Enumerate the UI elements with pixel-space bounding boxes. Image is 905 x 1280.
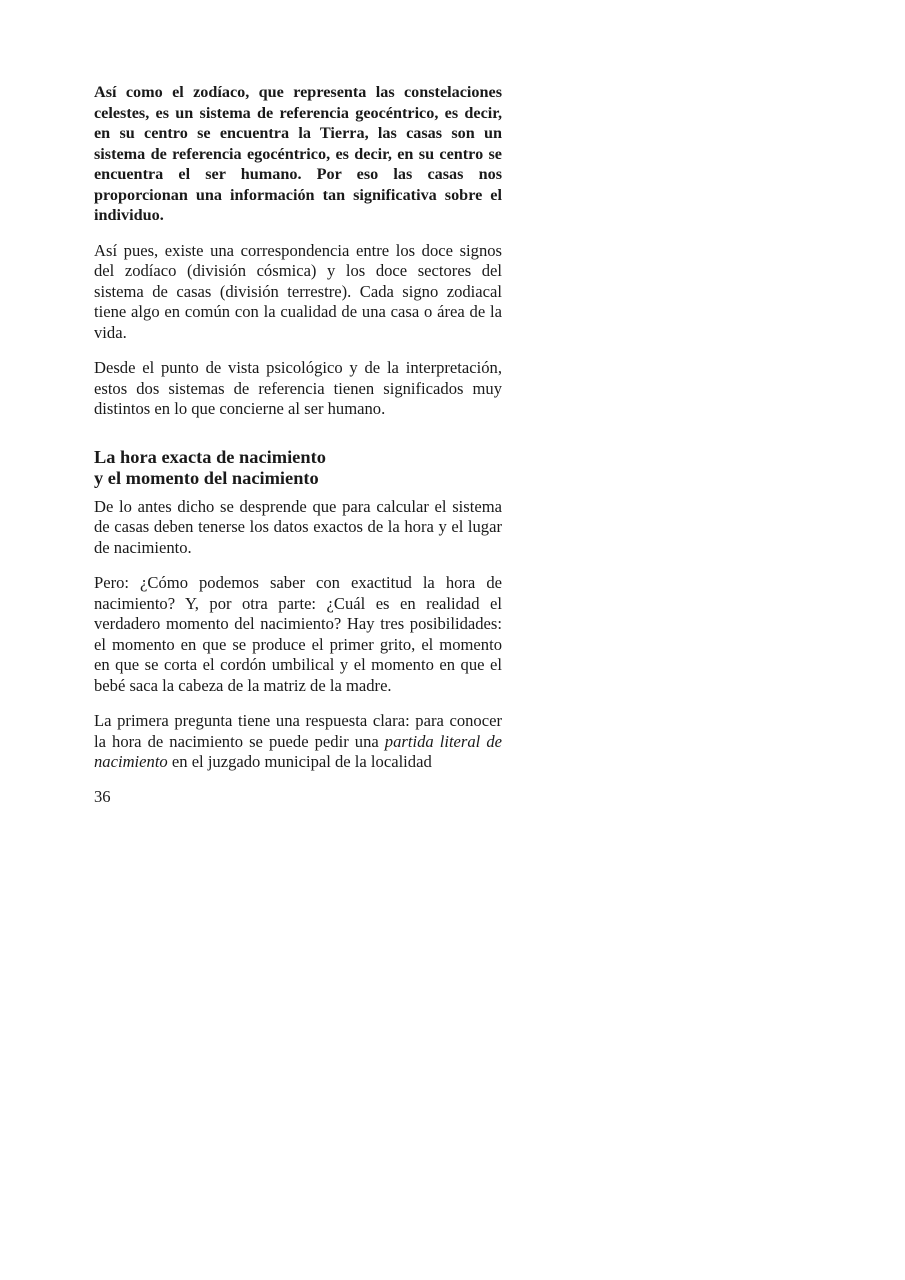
paragraph-zodiac-houses: Así como el zodíaco, que representa las constelaciones celestes, es un sistema de referencia geocéntrico, es decir, en su centro se encuentra la Tierra, las casas son un sistema de referencia egocéntrico, es decir, en su centro se encuentra el ser humano. Por eso las casas nos proporcionan una información tan significativa sobre el individuo.: [94, 83, 502, 224]
page-body: [94, 82, 502, 788]
birth-certificate-term: partida literal de nacimiento: [94, 731, 502, 771]
section-heading-line-1: La hora exacta de nacimiento: [94, 446, 326, 467]
paragraph-birth-moment: Pero: ¿Cómo podemos saber con exactitud la hora de nacimiento? Y, por otra parte: ¿Cuál es en realidad el verdadero momento del nacimiento? Hay tres posibilidades: el momento en que se produce el primer grito, el momento en que se corta el cordón umbilical y el momento en que el bebé saca la cabeza de la matriz de la madre.: [94, 573, 502, 695]
paragraph-birth-certificate-end: en el juzgado municipal de la localidad: [167, 752, 432, 771]
section-heading: [94, 447, 502, 489]
paragraph-correspondence: Así pues, existe una correspondencia entre los doce signos del zodíaco (división cósmica) y los doce sectores del sistema de casas (división terrestre). Cada signo zodiacal tiene algo en común con la cualidad de una casa o área de la vida.: [94, 240, 502, 342]
section-heading-line-2: y el momento del nacimiento: [94, 467, 319, 488]
page-number: 36: [94, 787, 111, 806]
paragraph-birth-certificate-start: La primera pregunta tiene una respuesta clara: para conocer la hora de nacimiento se puede pedir una: [94, 711, 502, 751]
paragraph-birth-certificate: [94, 711, 502, 773]
paragraph-psychological-view: Desde el punto de vista psicológico y de la interpretación, estos dos sistemas de referencia tienen significados muy distintos en lo que concierne al ser humano.: [94, 358, 502, 418]
paragraph-calculation: De lo antes dicho se desprende que para calcular el sistema de casas deben tenerse los datos exactos de la hora y el lugar de nacimiento.: [94, 496, 502, 557]
